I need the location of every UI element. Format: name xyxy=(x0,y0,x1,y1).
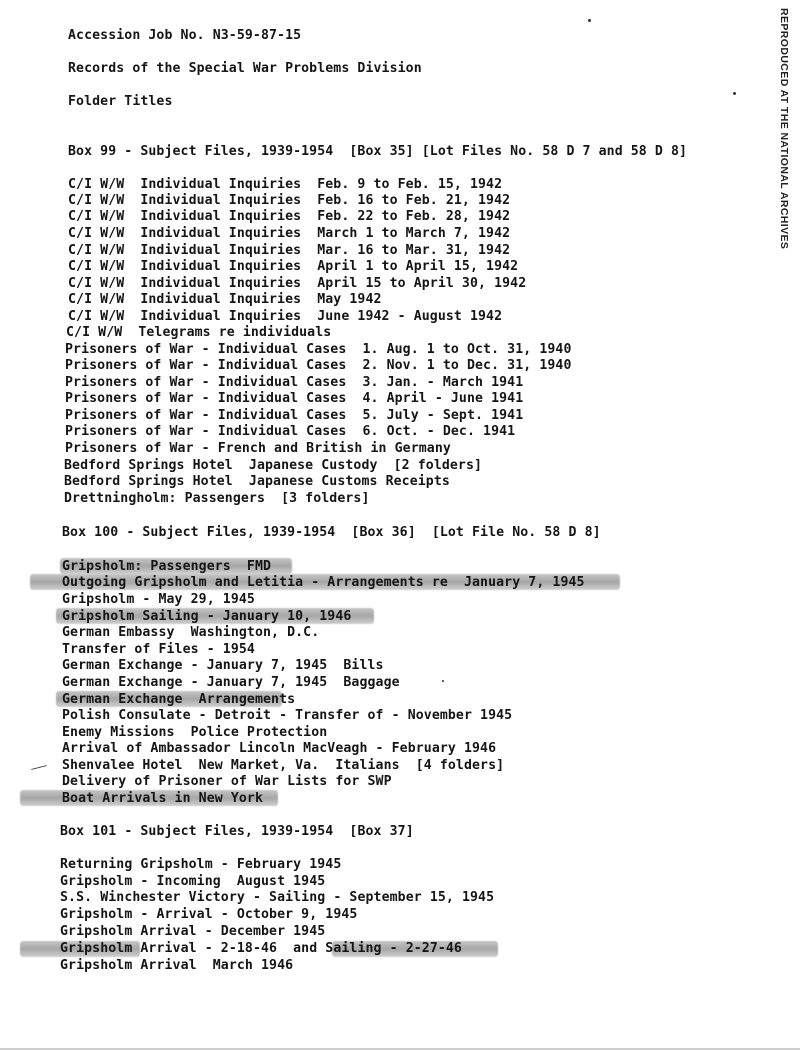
list-item: S.S. Winchester Victory - Sailing - September 15, 1945 xyxy=(60,890,495,905)
list-item: C/I W/W Individual Inquiries March 1 to March 7, 1942 xyxy=(68,226,511,241)
list-item: C/I W/W Individual Inquiries June 1942 - August 1942 xyxy=(68,309,503,324)
list-item: C/I W/W Individual Inquiries Feb. 16 to Feb. 21, 1942 xyxy=(68,193,511,208)
speck xyxy=(588,19,591,22)
folder-titles-line: Folder Titles xyxy=(68,94,173,109)
list-item: German Embassy Washington, D.C. xyxy=(62,625,320,640)
list-item: C/I W/W Telegrams re individuals xyxy=(66,325,332,340)
accession-line: Accession Job No. N3-59-87-15 xyxy=(68,28,302,43)
list-item: German Exchange - January 7, 1945 Bills xyxy=(62,658,384,673)
archives-stamp: REPRODUCED AT THE NATIONAL ARCHIVES xyxy=(778,8,790,250)
list-item: C/I W/W Individual Inquiries Feb. 22 to Feb. 28, 1942 xyxy=(68,209,511,224)
list-item: German Exchange - January 7, 1945 Baggage xyxy=(62,675,400,690)
list-item: Gripsholm Sailing - January 10, 1946 xyxy=(62,609,352,624)
list-item: Prisoners of War - Individual Cases 3. Jan. - March 1941 xyxy=(65,375,524,390)
box-heading: Box 99 - Subject Files, 1939-1954 [Box 35] [Lot Files No. 58 D 7 and 58 D 8] xyxy=(68,144,688,159)
list-item: Prisoners of War - Individual Cases 1. Aug. 1 to Oct. 31, 1940 xyxy=(65,342,572,357)
list-item: Bedford Springs Hotel Japanese Custody [2 folders] xyxy=(64,458,483,473)
list-item: Prisoners of War - French and British in Germany xyxy=(65,441,451,456)
list-item: Returning Gripsholm - February 1945 xyxy=(60,857,342,872)
list-item: Boat Arrivals in New York xyxy=(62,791,263,806)
list-item: Polish Consulate - Detroit - Transfer of - November 1945 xyxy=(62,708,513,723)
list-item: Shenvalee Hotel New Market, Va. Italians [4 folders] xyxy=(62,758,505,773)
speck xyxy=(442,680,444,682)
list-item: Bedford Springs Hotel Japanese Customs Receipts xyxy=(64,474,450,489)
list-item: Gripsholm Arrival March 1946 xyxy=(60,958,294,973)
list-item: C/I W/W Individual Inquiries April 1 to April 15, 1942 xyxy=(68,259,519,274)
list-item: C/I W/W Individual Inquiries Feb. 9 to Feb. 15, 1942 xyxy=(68,177,503,192)
list-item: C/I W/W Individual Inquiries Mar. 16 to Mar. 31, 1942 xyxy=(68,243,511,258)
box-heading: Box 100 - Subject Files, 1939-1954 [Box 36] [Lot File No. 58 D 8] xyxy=(62,525,601,540)
speck xyxy=(733,92,736,95)
list-item: Gripsholm - Incoming August 1945 xyxy=(60,874,326,889)
list-item: Gripsholm - May 29, 1945 xyxy=(62,592,255,607)
list-item: C/I W/W Individual Inquiries May 1942 xyxy=(68,292,382,307)
list-item: Gripsholm Arrival - 2-18-46 and Sailing - 2-27-46 xyxy=(60,941,462,956)
list-item: Outgoing Gripsholm and Letitia - Arrangements re January 7, 1945 xyxy=(62,575,585,590)
margin-mark xyxy=(31,765,47,770)
list-item: Transfer of Files - 1954 xyxy=(62,642,255,657)
list-item: Prisoners of War - Individual Cases 5. July - Sept. 1941 xyxy=(65,408,524,423)
list-item: German Exchange Arrangements xyxy=(62,692,296,707)
list-item: Prisoners of War - Individual Cases 4. April - June 1941 xyxy=(65,391,524,406)
list-item: Delivery of Prisoner of War Lists for SWP xyxy=(62,774,392,789)
list-item: Arrival of Ambassador Lincoln MacVeagh - February 1946 xyxy=(62,741,497,756)
list-item: Gripsholm - Arrival - October 9, 1945 xyxy=(60,907,358,922)
list-item: Drettningholm: Passengers [3 folders] xyxy=(64,491,370,506)
box-heading: Box 101 - Subject Files, 1939-1954 [Box 37] xyxy=(60,824,414,839)
list-item: Prisoners of War - Individual Cases 2. Nov. 1 to Dec. 31, 1940 xyxy=(65,358,572,373)
list-item: Gripsholm: Passengers FMD xyxy=(62,559,272,574)
list-item: Gripsholm Arrival - December 1945 xyxy=(60,924,326,939)
list-item: Prisoners of War - Individual Cases 6. Oct. - Dec. 1941 xyxy=(65,424,516,439)
list-item: C/I W/W Individual Inquiries April 15 to April 30, 1942 xyxy=(68,276,527,291)
list-item: Enemy Missions Police Protection xyxy=(62,725,328,740)
records-line: Records of the Special War Problems Division xyxy=(68,61,422,76)
